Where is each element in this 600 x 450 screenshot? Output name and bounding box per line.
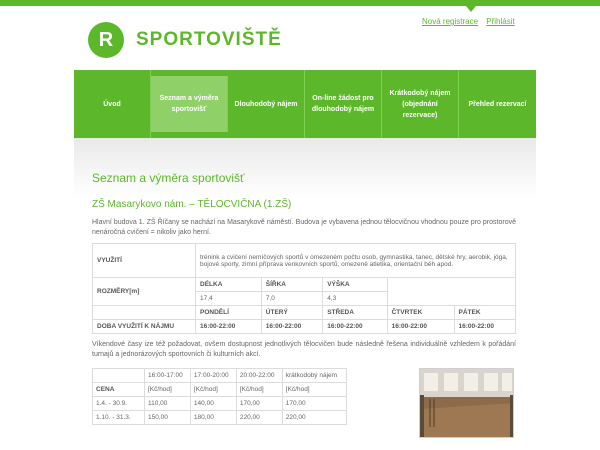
nav-item-online-zadost[interactable]: On-line žádost pro dlouhodobý nájem: [305, 70, 382, 138]
table-row: [93, 306, 516, 320]
logo-mark: R: [88, 22, 124, 58]
day-tuesday: ÚTERÝ: [261, 306, 322, 320]
price-value: 220,00: [282, 411, 346, 425]
price-value: 140,00: [190, 397, 236, 411]
day-monday: PONDĚLÍ: [196, 306, 262, 320]
gym-photo: [419, 368, 514, 438]
nav-item-dlouhodoby[interactable]: Dlouhodobý nájem: [228, 70, 305, 138]
main-navigation: [74, 70, 536, 138]
day-thursday: ČTVRTEK: [387, 306, 454, 320]
price-unit: [Kč/hod]: [282, 383, 346, 397]
nav-item-kratkodoby[interactable]: Krátkodobý nájem (objednání rezervace): [382, 70, 459, 138]
nav-item-uvod[interactable]: Úvod: [74, 70, 151, 138]
price-header: krátkodobý nájem: [282, 369, 346, 383]
day-friday: PÁTEK: [454, 306, 515, 320]
table-row: [93, 369, 347, 383]
table-row: [93, 244, 516, 278]
price-unit: [Kč/hod]: [145, 383, 191, 397]
empty-cell: [93, 306, 196, 320]
gym-photo-image: [420, 369, 514, 438]
size-value-width: 7,0: [261, 292, 322, 306]
size-header-length: DÉLKA: [196, 278, 262, 292]
hours-friday: 16:00-22:00: [454, 320, 515, 334]
price-unit: [Kč/hod]: [236, 383, 282, 397]
table-row: [93, 397, 347, 411]
price-value: 150,00: [145, 411, 191, 425]
price-value: 180,00: [190, 411, 236, 425]
hours-wednesday: 16:00-22:00: [323, 320, 387, 334]
logo-text: SPORTOVIŠTĚ: [136, 29, 282, 50]
price-period: 1.4. - 30.9.: [93, 397, 145, 411]
price-header: 17:00-20:00: [190, 369, 236, 383]
section-title: ZŠ Masarykovo nám. – TĚLOCVIČNA (1.ZŠ): [92, 199, 292, 210]
price-value: 110,00: [145, 397, 191, 411]
hours-tuesday: 16:00-22:00: [261, 320, 322, 334]
empty-cell: [93, 369, 145, 383]
size-value-length: 17,4: [196, 292, 262, 306]
price-table: [92, 368, 347, 425]
table-row: [93, 278, 516, 292]
hours-monday: 16:00-22:00: [196, 320, 262, 334]
size-label: ROZMĚRY[m]: [93, 278, 196, 306]
hours-thursday: 16:00-22:00: [387, 320, 454, 334]
size-header-height: VÝŠKA: [323, 278, 387, 292]
register-link[interactable]: Nová registrace: [422, 17, 479, 26]
empty-cell: [387, 278, 515, 306]
size-header-width: ŠÍŘKA: [261, 278, 322, 292]
hours-label: DOBA VYUŽITÍ K NÁJMU: [93, 320, 196, 334]
login-link[interactable]: Přihlásit: [486, 17, 515, 26]
table-row: [93, 411, 347, 425]
top-accent-notch: [466, 6, 476, 12]
nav-item-seznam[interactable]: Seznam a výměra sportovišť: [151, 76, 228, 132]
table-row: [93, 383, 347, 397]
weekend-note: Víkendové časy ize též požadovat, ovšem dostupnost jednotlivých tělocvičen bude následně řešena individuálně vzhledem k pořádání turnajů a jednorázových sportovních či kulturních akcí.: [92, 341, 516, 358]
usage-label: VYUŽITÍ: [93, 244, 196, 278]
nav-item-prehled[interactable]: Přehled rezervací: [468, 100, 527, 108]
account-links: [422, 17, 521, 26]
site-logo[interactable]: [88, 22, 282, 58]
table-row: [93, 320, 516, 334]
price-period: 1.10. - 31.3.: [93, 411, 145, 425]
top-accent-bar: [0, 0, 600, 6]
day-wednesday: STŘEDA: [323, 306, 387, 320]
price-value: 170,00: [236, 397, 282, 411]
price-value: 170,00: [282, 397, 346, 411]
size-value-height: 4,3: [323, 292, 387, 306]
page-title: Seznam a výměra sportovišť: [92, 171, 245, 185]
facility-table: [92, 243, 516, 334]
price-label: CENA: [93, 383, 145, 397]
price-header: 16:00-17:00: [145, 369, 191, 383]
price-header: 20:00-22:00: [236, 369, 282, 383]
price-value: 220,00: [236, 411, 282, 425]
intro-text: Hlavní budova 1. ZŠ Říčany se nachází na Masarykově náměstí. Budova je vybavena jednou tělocvičnou vhodnou pouze pro prostorově nenáročná cvičení = nikoliv jako herní.: [92, 219, 516, 236]
price-unit: [Kč/hod]: [190, 383, 236, 397]
usage-text: trénink a cvičení nemíčových sportů v omezeném počtu osob, gymnastika, tanec, dětské hry, aerobik, jóga, bojové sporty, zimní příprava venkovních sportů, omezeně atletika, orientační běh apod.: [196, 244, 516, 278]
